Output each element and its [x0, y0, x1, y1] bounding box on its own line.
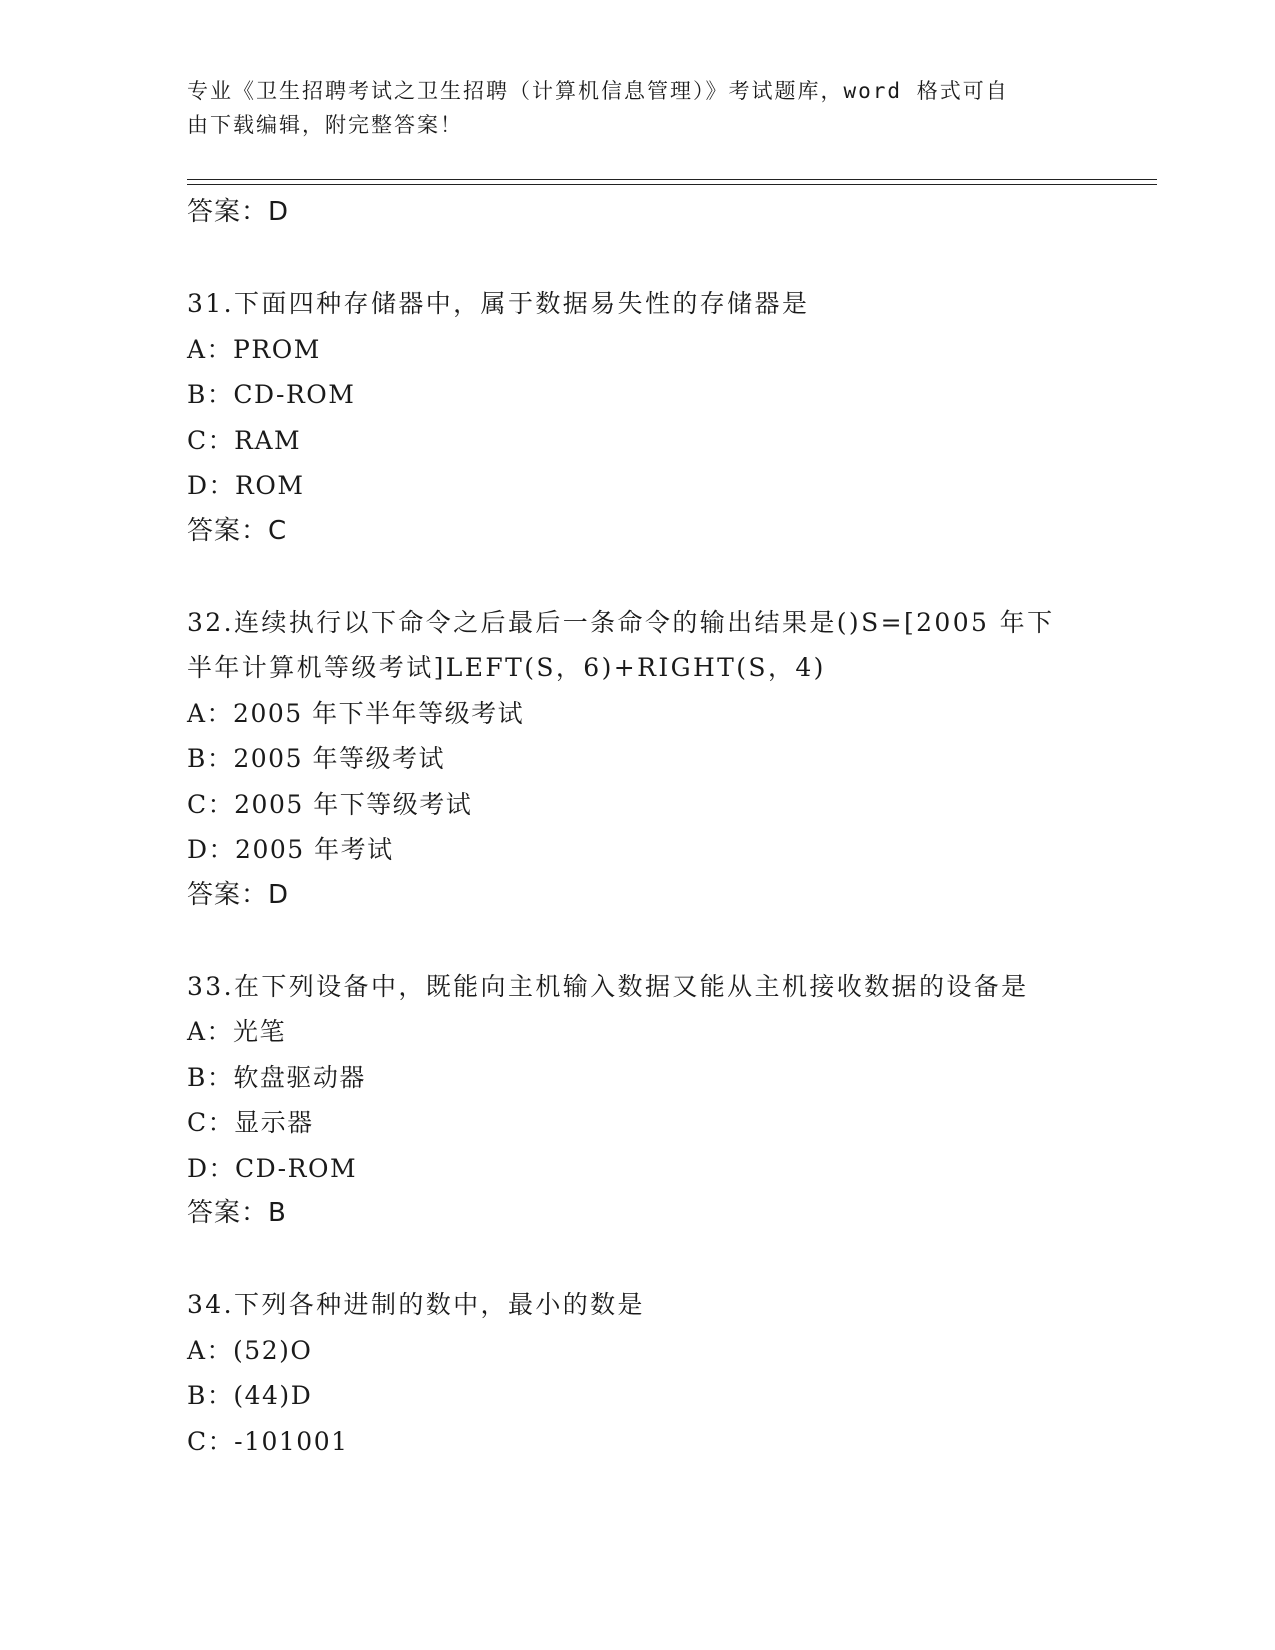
option-b: B：CD-ROM — [187, 380, 356, 409]
question-block-33 — [187, 964, 1087, 1237]
question-text-continued: 半年计算机等级考试]LEFT(S，6)+RIGHT(S，4) — [187, 653, 826, 682]
option-d: D：ROM — [187, 471, 305, 500]
option-a: A：2005 年下半年等级考试 — [187, 698, 525, 728]
header-divider-top — [187, 179, 1157, 180]
option-c: C：RAM — [187, 425, 302, 455]
question-list — [187, 190, 1087, 1464]
block-spacer — [187, 236, 1087, 282]
question-text: 31.下面四种存储器中，属于数据易失性的存储器是 — [187, 289, 810, 318]
block-spacer — [187, 554, 1087, 600]
answer-line: 答案：B — [187, 1198, 287, 1228]
answer-line: 答案：D — [187, 197, 290, 227]
document-header — [187, 74, 1067, 142]
question-block-34 — [187, 1282, 1087, 1464]
option-d: D：2005 年考试 — [187, 835, 394, 864]
option-c: C：2005 年下等级考试 — [187, 789, 473, 819]
header-line-2: 由下载编辑，附完整答案！ — [187, 113, 463, 137]
question-text: 34.下列各种进制的数中，最小的数是 — [187, 1290, 645, 1319]
option-c: C：-101001 — [187, 1426, 349, 1456]
option-a: A：(52)O — [187, 1335, 313, 1365]
question-text: 32.连续执行以下命令之后最后一条命令的输出结果是()S=[2005 年下 — [187, 607, 1055, 637]
header-line-1: 专业《卫生招聘考试之卫生招聘（计算机信息管理）》考试题库，word 格式可自 — [187, 79, 1009, 103]
option-b: B：软盘驱动器 — [187, 1062, 366, 1092]
answer-line: 答案：D — [187, 879, 290, 910]
option-a: A：PROM — [187, 334, 321, 364]
option-a: A：光笔 — [187, 1017, 287, 1046]
question-block-31 — [187, 281, 1087, 554]
block-spacer — [187, 918, 1087, 964]
block-spacer — [187, 1237, 1087, 1283]
question-text: 33.在下列设备中，既能向主机输入数据又能从主机接收数据的设备是 — [187, 971, 1029, 1001]
option-d: D：CD-ROM — [187, 1153, 358, 1183]
option-b: B：(44)D — [187, 1381, 313, 1410]
option-c: C：显示器 — [187, 1108, 314, 1137]
option-b: B：2005 年等级考试 — [187, 744, 445, 773]
answer-line: 答案：C — [187, 515, 288, 546]
header-divider-bottom — [187, 184, 1157, 185]
question-block-32 — [187, 600, 1087, 919]
